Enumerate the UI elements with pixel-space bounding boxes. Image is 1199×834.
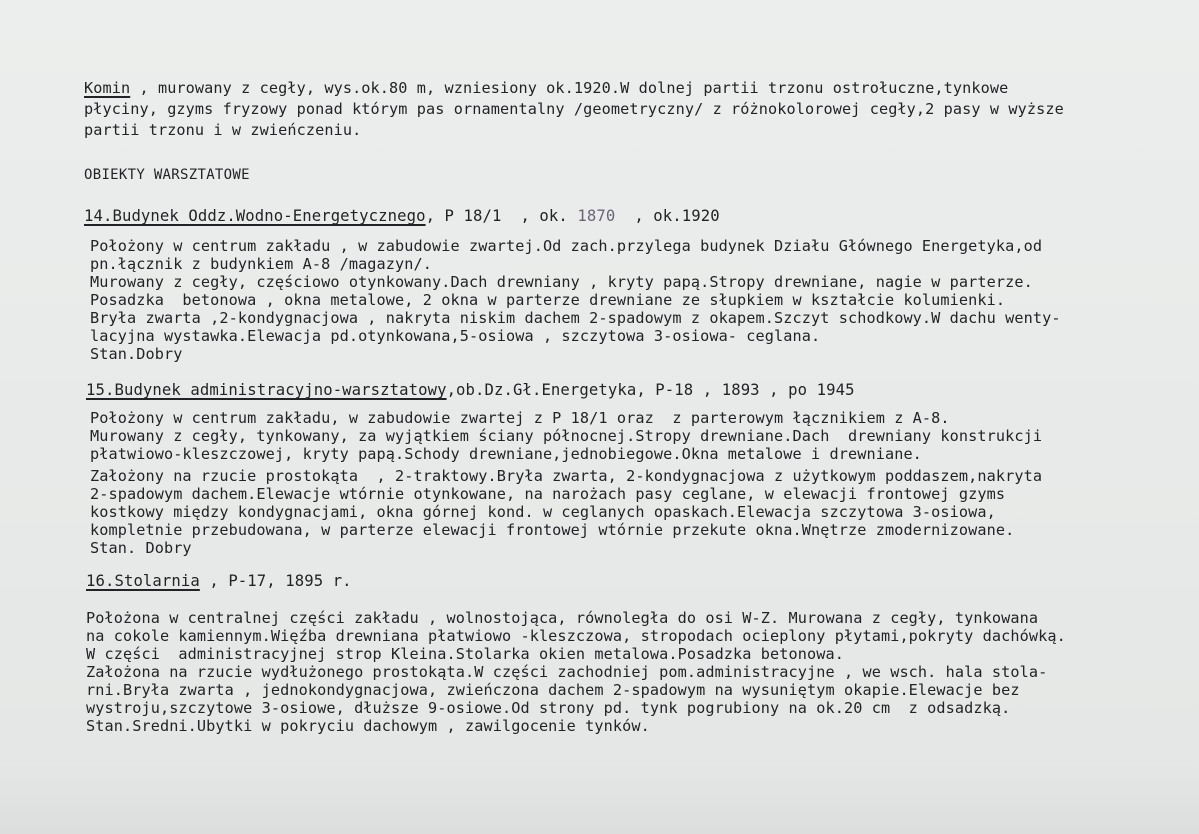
entry-16-line-3: W części administracyjnej strop Kleina.Stolarka okien metalowa.Posadzka betonowa. bbox=[86, 645, 844, 663]
intro-line-2: płyciny, gzyms fryzowy ponad którym pas ornamentalny /geometryczny/ z różnokolorowej cegły,2 pasy w wyższe bbox=[84, 100, 1064, 118]
entry-15-line-4: Założony na rzucie prostokąta , 2-traktowy.Bryła zwarta, 2-kondygnacjowa z użytkowym poddaszem,nakryta bbox=[90, 467, 1043, 485]
entry-16-line-1: Położona w centralnej części zakładu , wolnostojąca, równoległa do osi W-Z. Murowana z cegły, tynkowana bbox=[86, 609, 1039, 627]
entry-15-line-2: Murowany z cegły, tynkowany, za wyjątkiem ściany północnej.Stropy drewniane.Dach drewniany konstrukcji bbox=[90, 427, 1043, 445]
intro-line-1-text: , murowany z cegły, wys.ok.80 m, wzniesiony ok.1920.W dolnej partii trzonu ostrołuczne,tynkowe bbox=[130, 79, 1009, 97]
intro-keyword: Komin bbox=[84, 79, 131, 97]
intro-line-3: partii trzonu i w zwieńczeniu. bbox=[84, 121, 362, 139]
entry-16-line-2: na cokole kamiennym.Więźba drewniana płatwiowo -kleszczowa, stropodach ocieplony płytami,pokryty dachówką. bbox=[86, 627, 1066, 645]
entry-14-meta-after: , ok.1920 bbox=[615, 207, 720, 225]
entry-14-line-6: lacyjna wystawka.Elewacja pd.otynkowana,5-osiowa , szczytowa 3-osiowa- ceglana. bbox=[90, 327, 821, 345]
entry-15-line-1: Położony w centrum zakładu, w zabudowie zwartej z P 18/1 oraz z parterowym łącznikiem z A-8. bbox=[90, 409, 950, 427]
entry-15-line-7: kompletnie przebudowana, w parterze elewacji frontowej wtórnie przekute okna.Wnętrze zmodernizowane. bbox=[90, 521, 1015, 539]
entry-15-line-3: płatwiowo-kleszczowej, kryty papą.Schody drewniane,jednobiegowe.Okna metalowe i drewniane. bbox=[90, 445, 922, 463]
entry-14-line-4: Posadzka betonowa , okna metalowe, 2 okna w parterze drewniane ze słupkiem w kształcie kolumienki. bbox=[90, 291, 1006, 309]
entry-14-line-1: Położony w centrum zakładu , w zabudowie zwartej.Od zach.przylega budynek Działu Głównego Energetyka,od bbox=[90, 237, 1043, 255]
entry-14-line-5: Bryła zwarta ,2-kondygnacjowa , nakryta niskim dachem 2-spadowym z okapem.Szczyt schodkowy.W dachu wenty- bbox=[90, 309, 1061, 327]
entry-16-heading bbox=[86, 572, 352, 590]
entry-16-line-6: wystroju,szczytowe 3-osiowe, dłuższe 9-osiowe.Od strony pd. tynk pogrubiony na ok.20 cm z odsadzką. bbox=[86, 699, 1011, 717]
entry-16-line-7: Stan.Sredni.Ubytki w pokryciu dachowym , zawilgocenie tynków. bbox=[86, 717, 650, 735]
entry-14-line-7: Stan.Dobry bbox=[90, 345, 183, 363]
entry-14-heading bbox=[84, 207, 720, 225]
entry-15-line-5: 2-spadowym dachem.Elewacje wtórnie otynkowane, na narożach pasy ceglane, w elewacji frontowej gzyms bbox=[90, 485, 1006, 503]
entry-15-line-6: kostkowy między kondygnacjami, okna górnej kond. w ceglanych opaskach.Elewacja szczytowa 3-osiowa, bbox=[90, 503, 996, 521]
intro-line-1 bbox=[84, 79, 1008, 97]
entry-14-pencil-year: 1870 bbox=[577, 207, 616, 225]
entry-16-line-5: rni.Bryła zwarta , jednokondygnacjowa, zwieńczona dachem 2-spadowym na wysuniętym okapie.Elewacje bez bbox=[86, 681, 1020, 699]
entry-15-title: 15.Budynek administracyjno-warsztatowy bbox=[86, 381, 447, 399]
entry-16-title: 16.Stolarnia bbox=[86, 572, 200, 590]
entry-15-meta: ,ob.Dz.Gł.Energetyka, P-18 , 1893 , po 1945 bbox=[446, 381, 855, 399]
section-heading: OBIEKTY WARSZTATOWE bbox=[84, 167, 250, 183]
entry-16-line-4: Założona na rzucie wydłużonego prostokąta.W części zachodniej pom.administracyjne , we wsch. hala stola- bbox=[86, 663, 1048, 681]
entry-14-line-2: pn.łącznik z budynkiem A-8 /magazyn/. bbox=[90, 255, 433, 273]
page-shadow bbox=[0, 764, 1199, 834]
entry-14-line-3: Murowany z cegły, częściowo otynkowany.Dach drewniany , kryty papą.Stropy drewniane, nagie w parterze. bbox=[90, 273, 1033, 291]
entry-15-heading bbox=[86, 381, 855, 399]
entry-15-line-8: Stan. Dobry bbox=[90, 539, 192, 557]
entry-14-meta-before: , P 18/1 , ok. bbox=[425, 207, 578, 225]
entry-14-title: 14.Budynek Oddz.Wodno-Energetycznego bbox=[84, 207, 426, 225]
entry-16-meta: , P-17, 1895 r. bbox=[199, 572, 352, 590]
